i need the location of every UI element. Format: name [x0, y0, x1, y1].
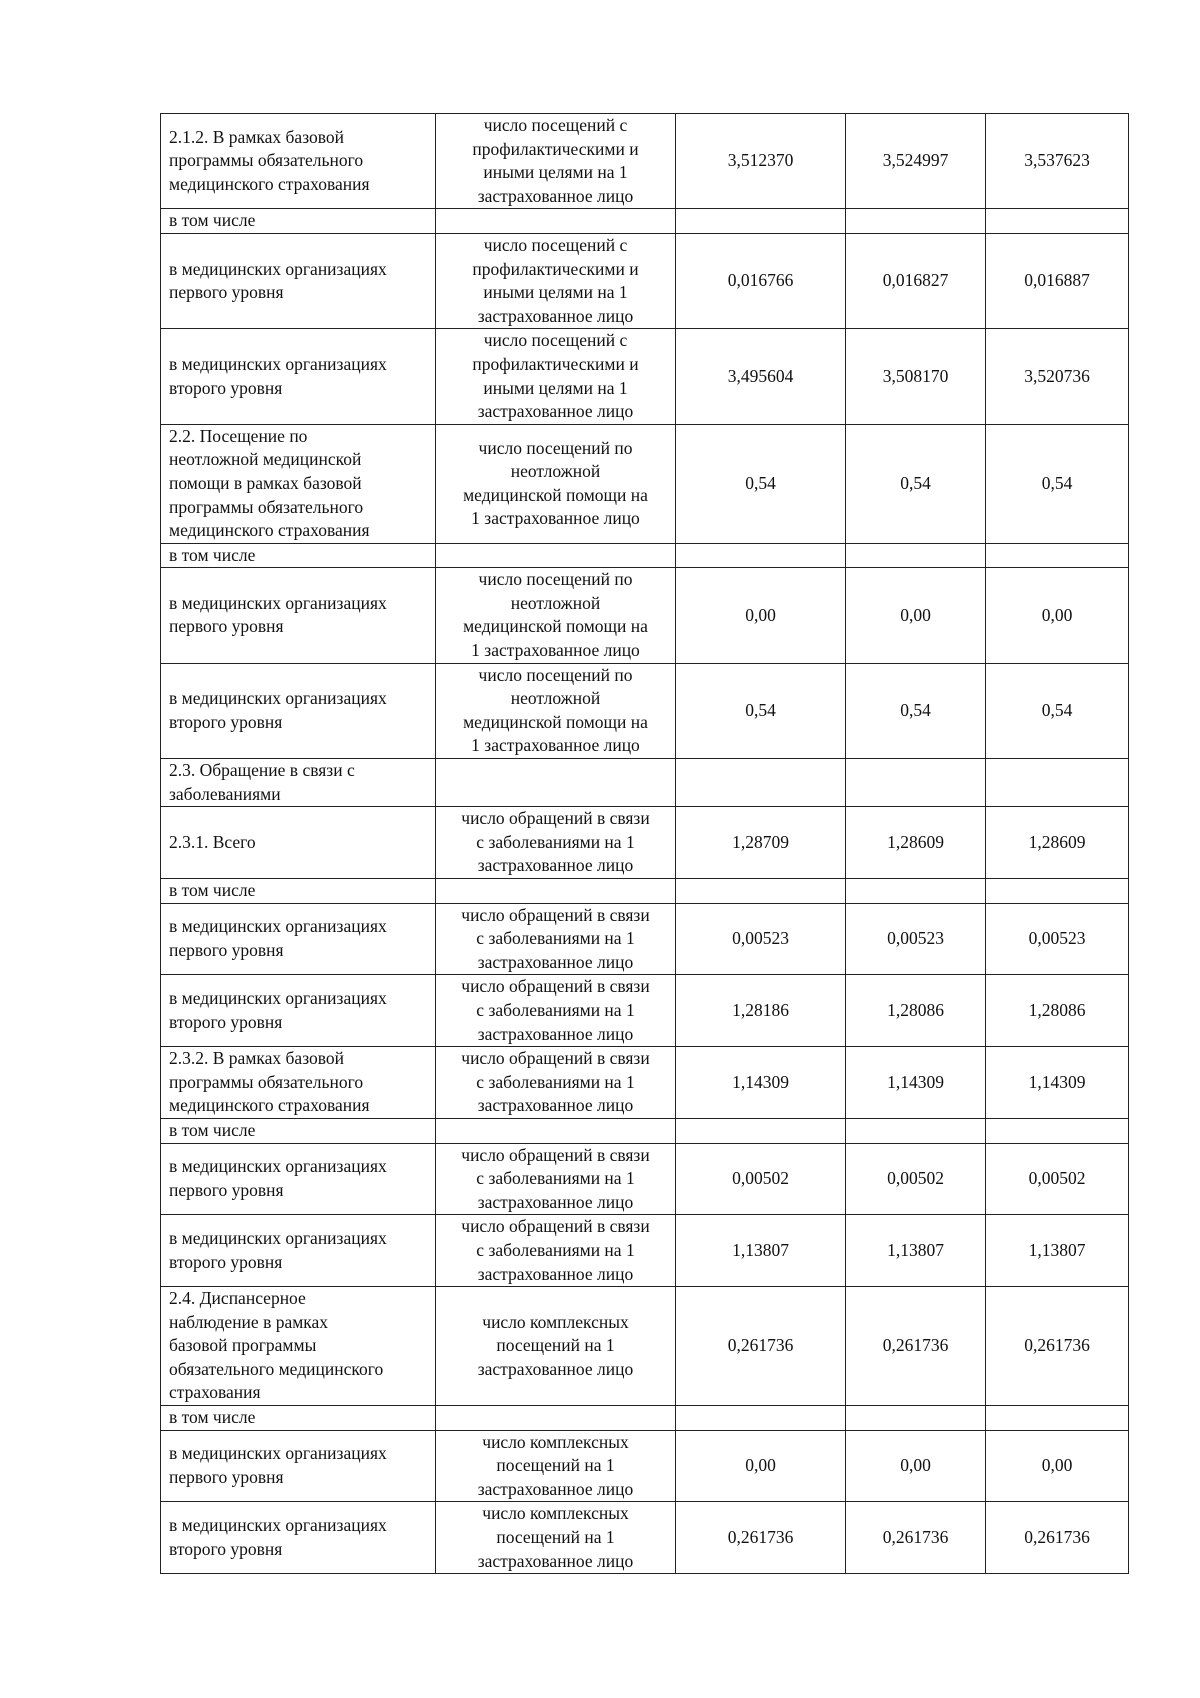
unit-cell: число посещений по неотложной медицинской помощи на 1 застрахованное лицо [436, 663, 676, 758]
value-year-3-cell: 1,28086 [986, 975, 1129, 1047]
indicator-name-cell: 2.3.1. Всего [161, 807, 436, 879]
unit-cell: число комплексных посещений на 1 застрахованное лицо [436, 1287, 676, 1406]
unit-cell [436, 879, 676, 904]
value-year-2-cell [846, 1406, 986, 1431]
unit-cell: число обращений в связи с заболеваниями на 1 застрахованное лицо [436, 807, 676, 879]
indicator-name-cell: в медицинских организациях второго уровня [161, 975, 436, 1047]
table-row [161, 1502, 1129, 1574]
table-row [161, 879, 1129, 904]
value-year-1-cell: 0,016766 [676, 233, 846, 328]
unit-cell [436, 1118, 676, 1143]
indicator-name-cell: в медицинских организациях второго уровня [161, 1502, 436, 1574]
value-year-2-cell: 3,508170 [846, 329, 986, 424]
value-year-1-cell [676, 543, 846, 568]
unit-cell: число обращений в связи с заболеваниями на 1 застрахованное лицо [436, 1215, 676, 1287]
value-year-3-cell: 1,28609 [986, 807, 1129, 879]
value-year-1-cell: 0,54 [676, 424, 846, 543]
value-year-3-cell [986, 1118, 1129, 1143]
unit-cell: число обращений в связи с заболеваниями на 1 застрахованное лицо [436, 903, 676, 975]
value-year-3-cell: 0,54 [986, 424, 1129, 543]
indicator-name-cell: в медицинских организациях второго уровня [161, 329, 436, 424]
value-year-3-cell: 0,016887 [986, 233, 1129, 328]
value-year-3-cell: 1,14309 [986, 1047, 1129, 1119]
value-year-1-cell: 0,00 [676, 568, 846, 663]
table-row [161, 1430, 1129, 1502]
value-year-2-cell [846, 209, 986, 234]
table-row [161, 233, 1129, 328]
value-year-2-cell: 0,00502 [846, 1143, 986, 1215]
value-year-1-cell [676, 209, 846, 234]
indicator-name-cell: в том числе [161, 1118, 436, 1143]
unit-cell [436, 1406, 676, 1431]
value-year-1-cell: 0,00 [676, 1430, 846, 1502]
indicator-name-cell: в медицинских организациях первого уровня [161, 1430, 436, 1502]
indicator-name-cell: в медицинских организациях первого уровня [161, 903, 436, 975]
value-year-3-cell [986, 209, 1129, 234]
value-year-2-cell: 0,261736 [846, 1502, 986, 1574]
value-year-3-cell: 0,261736 [986, 1502, 1129, 1574]
indicator-name-cell: 2.4. Диспансерное наблюдение в рамках базовой программы обязательного медицинского страхования [161, 1287, 436, 1406]
unit-cell: число посещений с профилактическими и иными целями на 1 застрахованное лицо [436, 233, 676, 328]
value-year-1-cell: 0,261736 [676, 1287, 846, 1406]
unit-cell: число комплексных посещений на 1 застрахованное лицо [436, 1430, 676, 1502]
indicator-name-cell: в медицинских организациях первого уровня [161, 568, 436, 663]
value-year-1-cell: 1,14309 [676, 1047, 846, 1119]
value-year-2-cell: 0,54 [846, 663, 986, 758]
indicator-name-cell: в медицинских организациях второго уровня [161, 663, 436, 758]
value-year-2-cell: 0,261736 [846, 1287, 986, 1406]
table-row [161, 329, 1129, 424]
value-year-1-cell [676, 1118, 846, 1143]
value-year-2-cell: 3,524997 [846, 114, 986, 209]
value-year-3-cell: 0,00523 [986, 903, 1129, 975]
table-row [161, 209, 1129, 234]
value-year-2-cell [846, 759, 986, 807]
table-row [161, 807, 1129, 879]
value-year-1-cell: 0,00502 [676, 1143, 846, 1215]
table-row [161, 903, 1129, 975]
unit-cell: число посещений по неотложной медицинской помощи на 1 застрахованное лицо [436, 424, 676, 543]
unit-cell [436, 759, 676, 807]
table-row [161, 543, 1129, 568]
table-row [161, 1143, 1129, 1215]
value-year-3-cell: 0,261736 [986, 1287, 1129, 1406]
value-year-3-cell [986, 1406, 1129, 1431]
unit-cell: число обращений в связи с заболеваниями на 1 застрахованное лицо [436, 1143, 676, 1215]
unit-cell [436, 543, 676, 568]
value-year-1-cell: 3,512370 [676, 114, 846, 209]
unit-cell: число посещений с профилактическими и иными целями на 1 застрахованное лицо [436, 329, 676, 424]
table-row [161, 975, 1129, 1047]
value-year-1-cell [676, 879, 846, 904]
table-row [161, 568, 1129, 663]
value-year-2-cell [846, 1118, 986, 1143]
indicator-name-cell: в медицинских организациях первого уровня [161, 1143, 436, 1215]
unit-cell: число комплексных посещений на 1 застрахованное лицо [436, 1502, 676, 1574]
value-year-3-cell [986, 759, 1129, 807]
value-year-3-cell: 3,520736 [986, 329, 1129, 424]
value-year-1-cell [676, 1406, 846, 1431]
value-year-2-cell: 1,14309 [846, 1047, 986, 1119]
table-row [161, 1118, 1129, 1143]
table-row [161, 114, 1129, 209]
unit-cell: число обращений в связи с заболеваниями на 1 застрахованное лицо [436, 975, 676, 1047]
value-year-2-cell: 1,28609 [846, 807, 986, 879]
unit-cell [436, 209, 676, 234]
value-year-2-cell: 0,00 [846, 1430, 986, 1502]
value-year-1-cell: 1,13807 [676, 1215, 846, 1287]
value-year-2-cell [846, 879, 986, 904]
value-year-2-cell: 0,016827 [846, 233, 986, 328]
indicator-name-cell: 2.2. Посещение по неотложной медицинской помощи в рамках базовой программы обязательного медицинского страхования [161, 424, 436, 543]
table-row [161, 663, 1129, 758]
value-year-1-cell: 3,495604 [676, 329, 846, 424]
value-year-3-cell: 1,13807 [986, 1215, 1129, 1287]
unit-cell: число посещений по неотложной медицинской помощи на 1 застрахованное лицо [436, 568, 676, 663]
value-year-3-cell: 0,00 [986, 568, 1129, 663]
indicator-name-cell: в том числе [161, 209, 436, 234]
value-year-3-cell [986, 879, 1129, 904]
indicator-name-cell: в медицинских организациях второго уровня [161, 1215, 436, 1287]
indicator-name-cell: 2.1.2. В рамках базовой программы обязательного медицинского страхования [161, 114, 436, 209]
table-row [161, 424, 1129, 543]
value-year-2-cell: 0,54 [846, 424, 986, 543]
table-row [161, 1047, 1129, 1119]
indicator-name-cell: 2.3.2. В рамках базовой программы обязательного медицинского страхования [161, 1047, 436, 1119]
indicator-name-cell: в том числе [161, 879, 436, 904]
value-year-2-cell: 1,28086 [846, 975, 986, 1047]
indicators-table [160, 113, 1129, 1574]
value-year-1-cell: 0,261736 [676, 1502, 846, 1574]
value-year-2-cell: 0,00 [846, 568, 986, 663]
table-row [161, 1406, 1129, 1431]
value-year-3-cell: 0,00502 [986, 1143, 1129, 1215]
value-year-1-cell: 1,28709 [676, 807, 846, 879]
table-row [161, 1215, 1129, 1287]
value-year-3-cell: 3,537623 [986, 114, 1129, 209]
table-body [161, 114, 1129, 1574]
value-year-1-cell: 0,00523 [676, 903, 846, 975]
table-row [161, 759, 1129, 807]
value-year-2-cell [846, 543, 986, 568]
value-year-3-cell [986, 543, 1129, 568]
indicator-name-cell: 2.3. Обращение в связи с заболеваниями [161, 759, 436, 807]
value-year-3-cell: 0,00 [986, 1430, 1129, 1502]
value-year-2-cell: 0,00523 [846, 903, 986, 975]
table-row [161, 1287, 1129, 1406]
value-year-2-cell: 1,13807 [846, 1215, 986, 1287]
value-year-1-cell [676, 759, 846, 807]
indicator-name-cell: в медицинских организациях первого уровня [161, 233, 436, 328]
indicator-name-cell: в том числе [161, 543, 436, 568]
value-year-1-cell: 0,54 [676, 663, 846, 758]
value-year-1-cell: 1,28186 [676, 975, 846, 1047]
value-year-3-cell: 0,54 [986, 663, 1129, 758]
unit-cell: число посещений с профилактическими и иными целями на 1 застрахованное лицо [436, 114, 676, 209]
indicator-name-cell: в том числе [161, 1406, 436, 1431]
unit-cell: число обращений в связи с заболеваниями на 1 застрахованное лицо [436, 1047, 676, 1119]
